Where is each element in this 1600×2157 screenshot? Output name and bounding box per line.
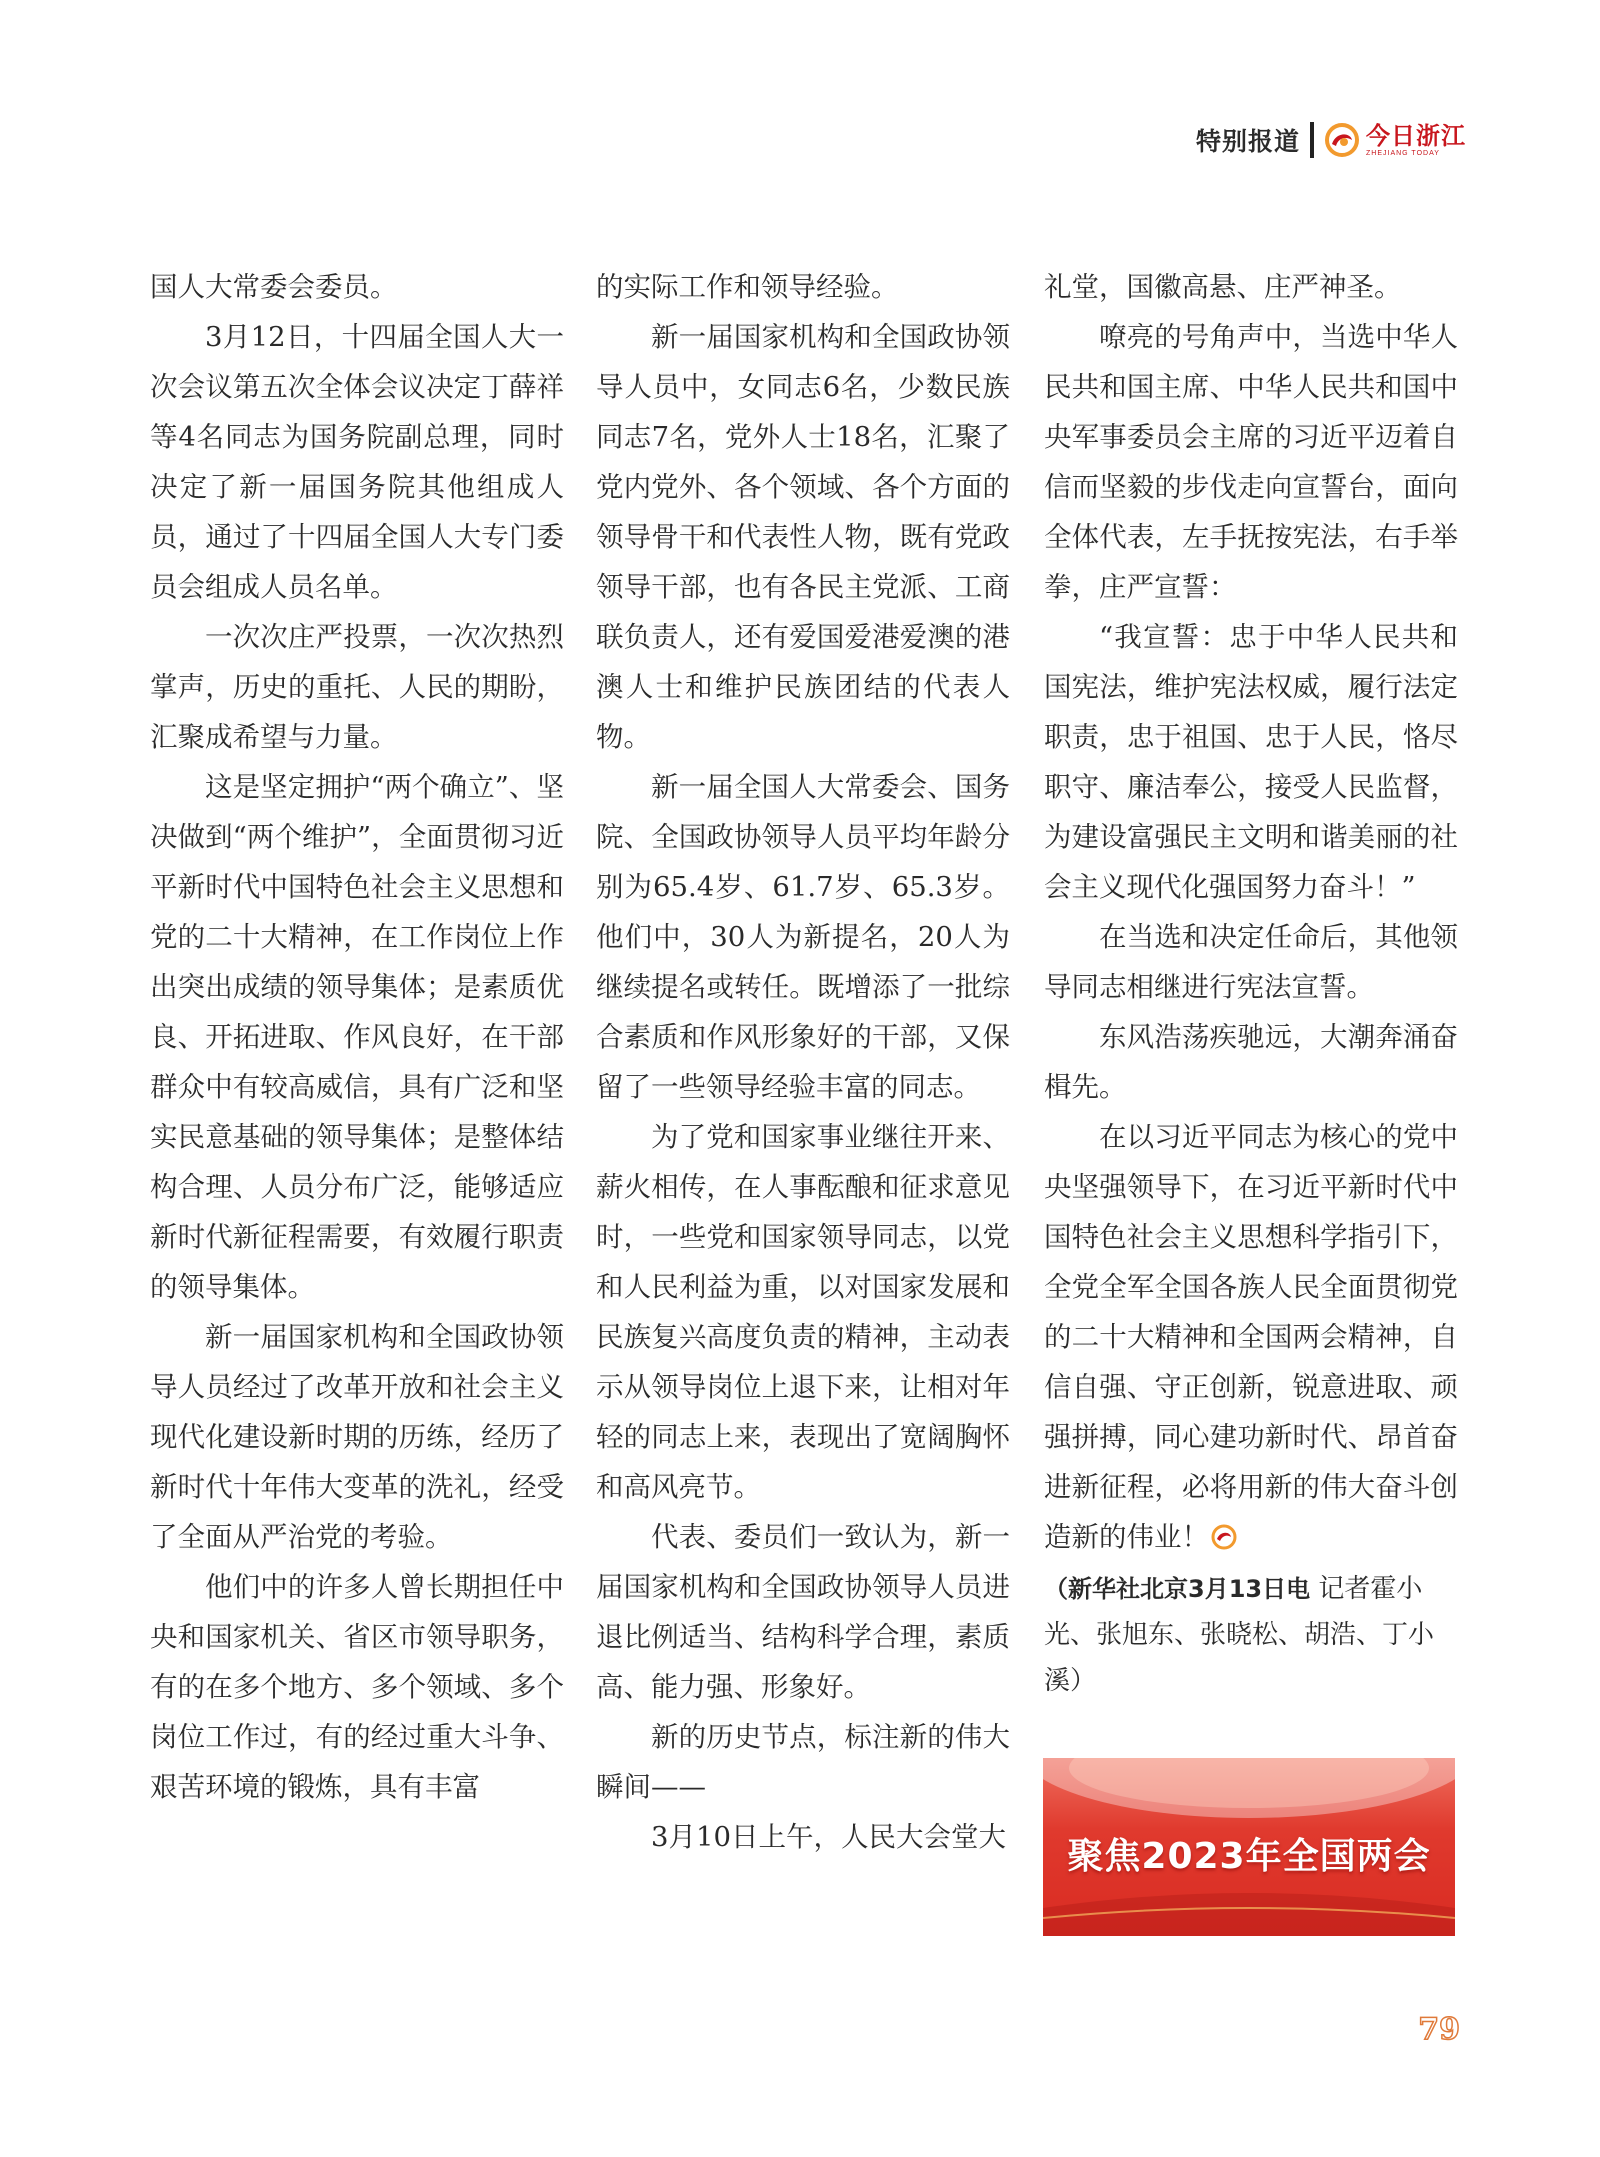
page-header bbox=[1196, 118, 1466, 162]
paragraph: 为了党和国家事业继往开来、薪火相传，在人事酝酿和征求意见时，一些党和国家领导同志，以党和人民利益为重，以对国家发展和民族复兴高度负责的精神，主动表示从领导岗位上退下来，让相对年轻的同志上来，表现出了宽阔胸怀和高风亮节。 bbox=[596, 1121, 1010, 1503]
paragraph: 国人大常委会委员。 bbox=[150, 271, 398, 303]
paragraph: 新一届国家机构和全国政协领导人员中，女同志6名，少数民族同志7名，党外人士18名，汇聚了党内党外、各个领域、各个方面的领导骨干和代表性人物，既有党政领导干部，也有各民主党派、工商联负责人，还有爱国爱港爱澳的港澳人士和维护民族团结的代表人物。 bbox=[596, 321, 1010, 753]
paragraph: 3月10日上午，人民大会堂大 bbox=[651, 1821, 1006, 1853]
closing-paragraph bbox=[1044, 1112, 1458, 1562]
section-label: 特别报道 bbox=[1195, 127, 1300, 156]
article-column-3 bbox=[1044, 262, 1458, 1704]
paragraph: 他们中的许多人曾长期担任中央和国家机关、省区市领导职务，有的在多个地方、多个领域、多个岗位工作过，有的经过重大斗争、艰苦环境的锻炼，具有丰富 bbox=[150, 1571, 564, 1803]
paragraph: 代表、委员们一致认为，新一届国家机构和全国政协领导人员进退比例适当、结构科学合理，素质高、能力强、形象好。 bbox=[596, 1521, 1010, 1703]
paragraph: 新一届全国人大常委会、国务院、全国政协领导人员平均年龄分别为65.4岁、61.7岁、65.3岁。他们中，30人为新提名，20人为继续提名或转任。既增添了一批综合素质和作风形象好的干部，又保留了一些领导经验丰富的同志。 bbox=[596, 771, 1010, 1103]
paragraph: 一次次庄严投票，一次次热烈掌声，历史的重托、人民的期盼，汇聚成希望与力量。 bbox=[150, 621, 564, 753]
article-column-2 bbox=[596, 262, 1010, 1862]
logo-english-text: ZHEJIANG TODAY bbox=[1366, 149, 1440, 157]
paragraph: 东风浩荡疾驰远，大潮奔涌奋楫先。 bbox=[1044, 1021, 1458, 1103]
paragraph: 新一届国家机构和全国政协领导人员经过了改革开放和社会主义现代化建设新时期的历练，经历了新时代十年伟大变革的洗礼，经受了全面从严治党的考验。 bbox=[150, 1321, 564, 1553]
page-number: 79 bbox=[1418, 2012, 1460, 2047]
article-column-1 bbox=[150, 262, 564, 1812]
paragraph: 嘹亮的号角声中，当选中华人民共和国主席、中华人民共和国中央军事委员会主席的习近平迈着自信而坚毅的步伐走向宣誓台，面向全体代表，左手抚按宪法，右手举拳，庄严宣誓： bbox=[1044, 321, 1458, 603]
paragraph: 的实际工作和领导经验。 bbox=[596, 271, 899, 303]
byline bbox=[1044, 1566, 1458, 1704]
header-divider bbox=[1310, 122, 1314, 158]
banner-title: 聚焦2023年全国两会 bbox=[1067, 1836, 1431, 1877]
paragraph: 这是坚定拥护“两个确立”、坚决做到“两个维护”，全面贯彻习近平新时代中国特色社会主义思想和党的二十大精神，在工作岗位上作出突出成绩的领导集体；是素质优良、开拓进取、作风良好，在干部群众中有较高威信，具有广泛和坚实民意基础的领导集体；是整体结构合理、人员分布广泛，能够适应新时代新征程需要，有效履行职责的领导集体。 bbox=[150, 771, 564, 1303]
logo-chinese-text: 今日浙江 bbox=[1366, 121, 1466, 150]
feature-banner[interactable] bbox=[1043, 1758, 1455, 1936]
closing-text: 在以习近平同志为核心的党中央坚强领导下，在习近平新时代中国特色社会主义思想科学指引下，全党全军全国各族人民全面贯彻党的二十大精神和全国两会精神，自信自强、守正创新，锐意进取、顽强拼搏，同心建功新时代、昂首奋进新征程，必将用新的伟大奋斗创造新的伟业！ bbox=[1044, 1121, 1458, 1553]
paragraph: 在当选和决定任命后，其他领导同志相继进行宪法宣誓。 bbox=[1044, 921, 1458, 1003]
logo-swirl-icon bbox=[1324, 122, 1360, 158]
magazine-logo bbox=[1324, 122, 1466, 158]
article-end-icon bbox=[1211, 1524, 1237, 1550]
paragraph: 礼堂，国徽高悬、庄严神圣。 bbox=[1044, 271, 1402, 303]
paragraph: 3月12日，十四届全国人大一次会议第五次全体会议决定丁薛祥等4名同志为国务院副总理，同时决定了新一届国务院其他组成人员，通过了十四届全国人大专门委员会组成人员名单。 bbox=[150, 321, 564, 603]
paragraph: “我宣誓：忠于中华人民共和国宪法，维护宪法权威，履行法定职责，忠于祖国、忠于人民，恪尽职守、廉洁奉公，接受人民监督，为建设富强民主文明和谐美丽的社会主义现代化强国努力奋斗！” bbox=[1044, 621, 1458, 903]
byline-reporters: 记者霍小光、张旭东、张晓松、胡浩、丁小溪） bbox=[1044, 1574, 1435, 1696]
byline-source: （新华社北京3月13日电 bbox=[1044, 1575, 1311, 1603]
paragraph: 新的历史节点，标注新的伟大瞬间—— bbox=[596, 1721, 1010, 1803]
